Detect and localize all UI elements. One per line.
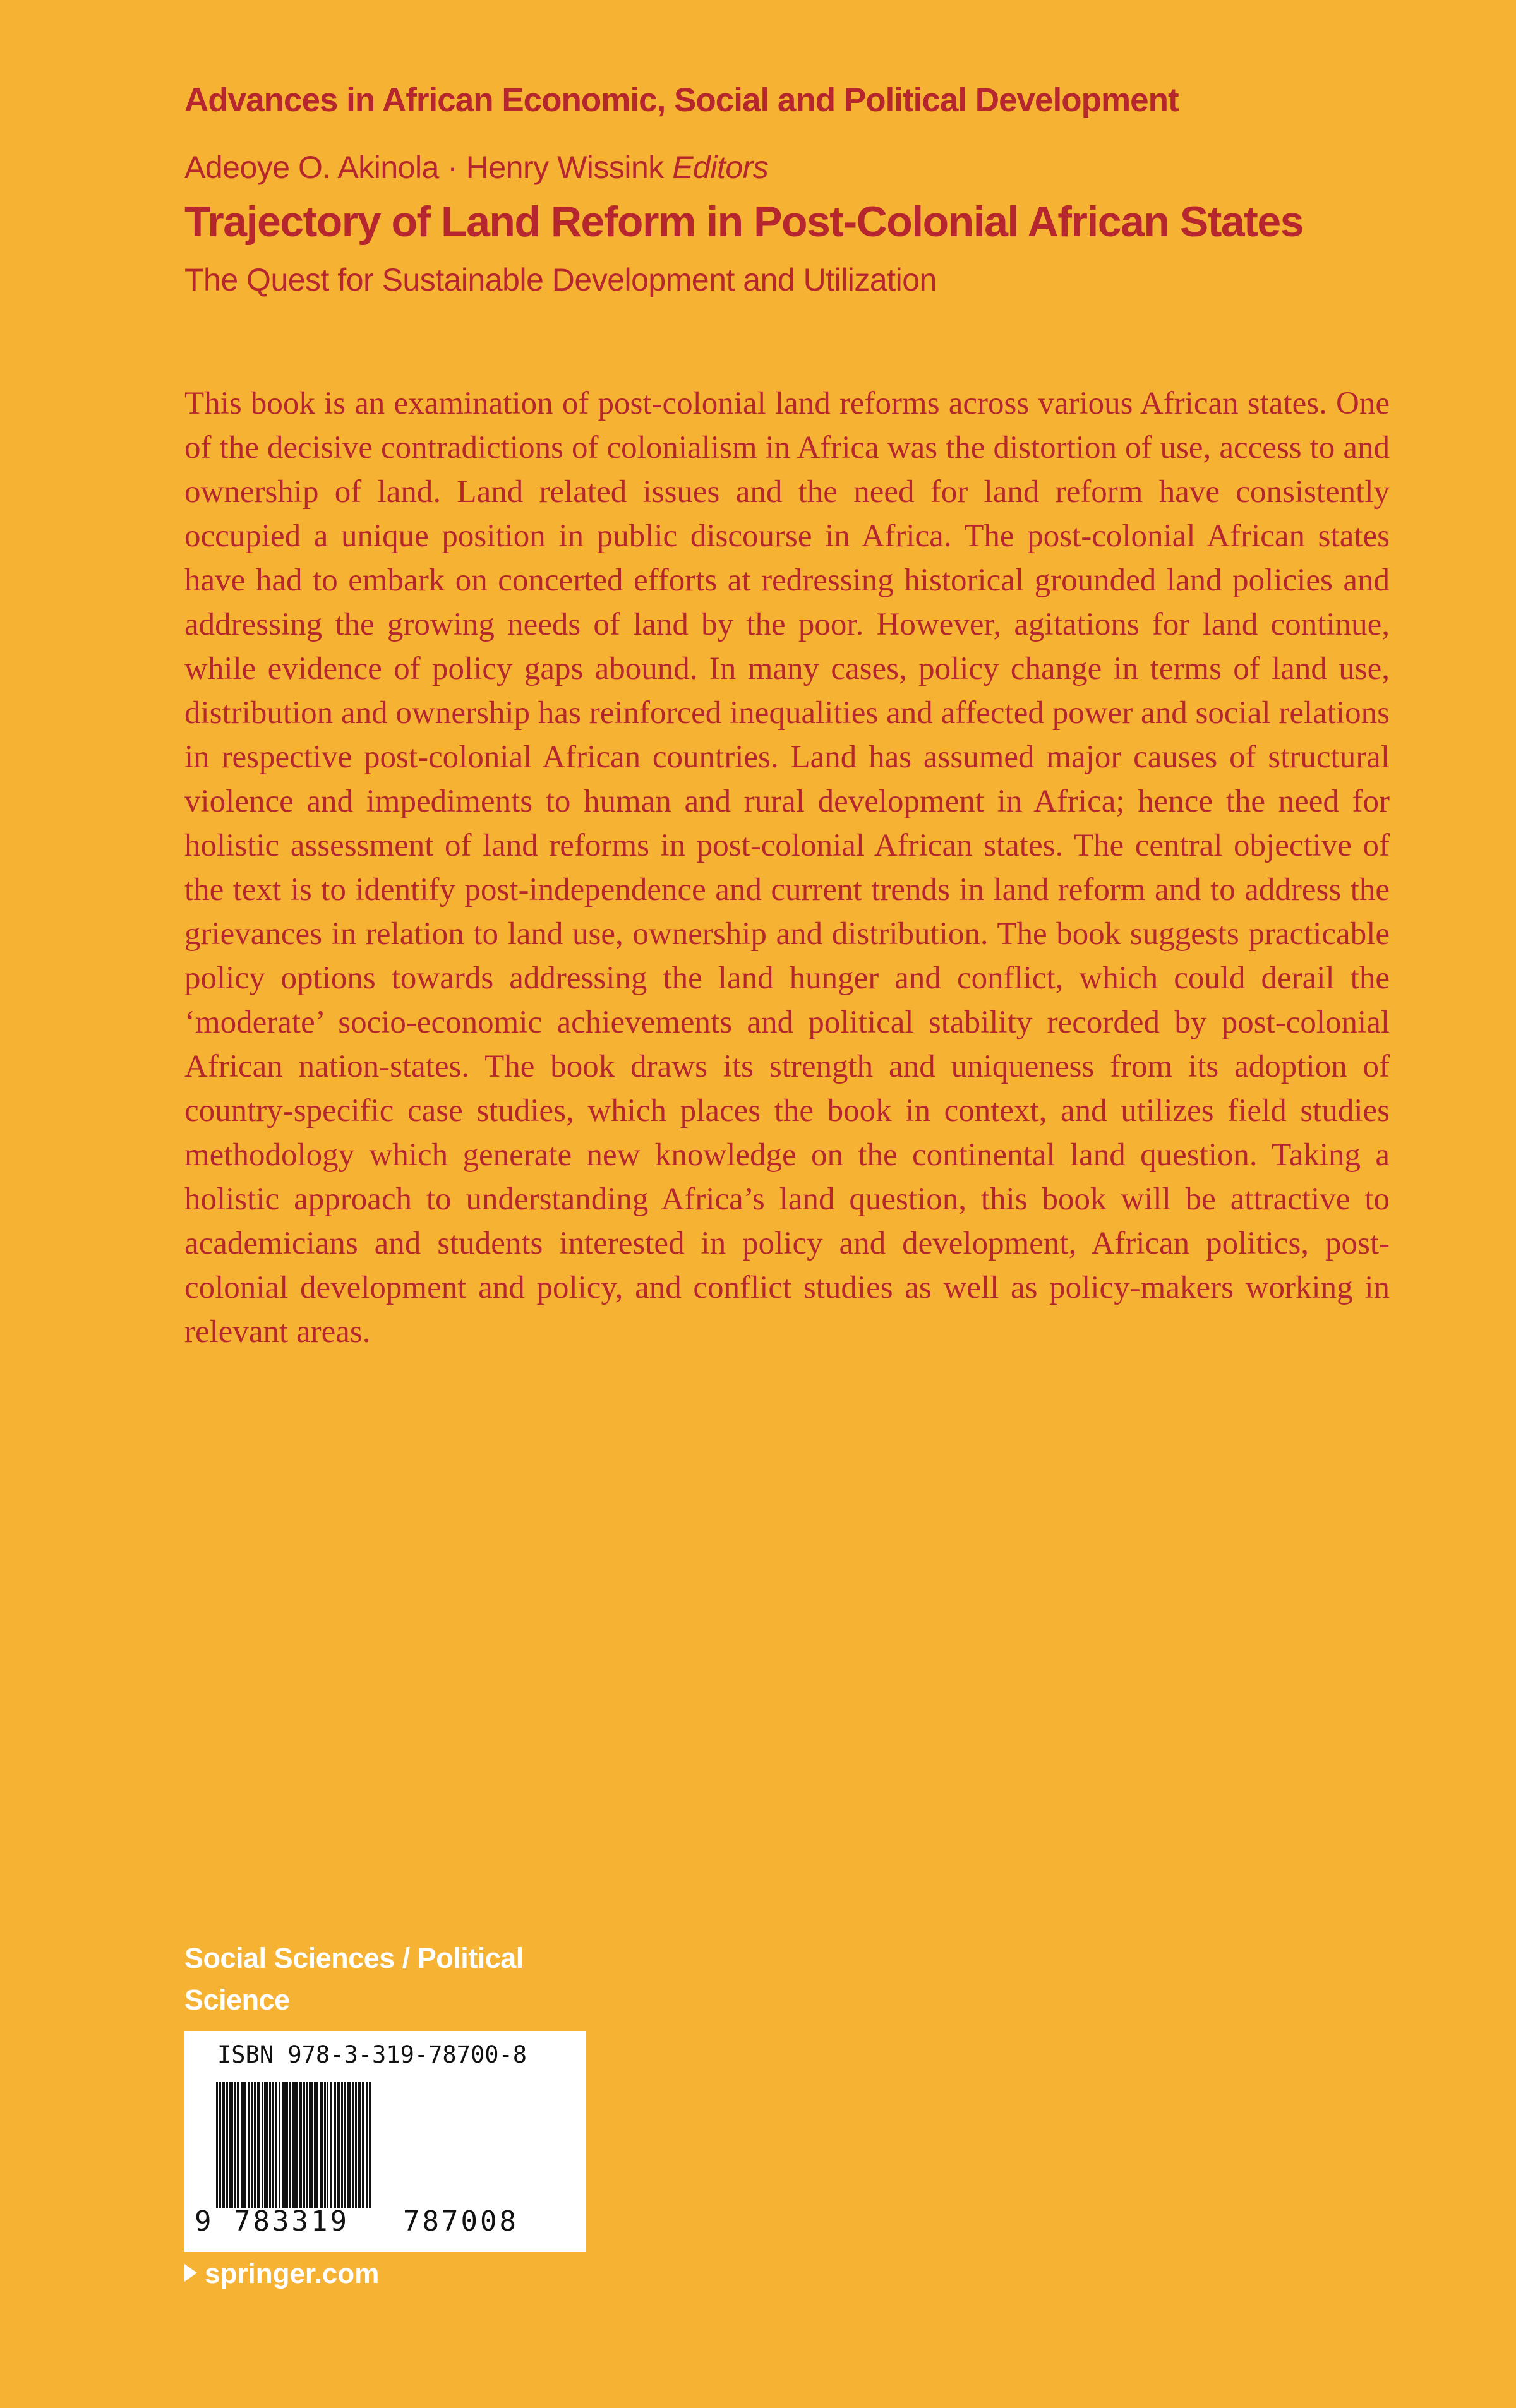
barcode-digits-right: 787008 (403, 2205, 519, 2237)
editors-role: Editors (672, 150, 769, 185)
series-title: Advances in African Economic, Social and Political Development (184, 81, 1179, 119)
barcode-bar (264, 2082, 268, 2208)
barcode-bar (257, 2082, 260, 2208)
barcode-bar (299, 2082, 302, 2208)
subject-category: Social Sciences / Political Science (184, 1942, 524, 2016)
barcode-bar (314, 2082, 316, 2208)
barcode-bar (324, 2082, 326, 2208)
isbn-barcode (184, 2031, 586, 2252)
barcode-bar (241, 2082, 244, 2208)
barcode-bar (282, 2082, 286, 2208)
barcode-bar (316, 2082, 318, 2208)
barcode-bar (229, 2082, 233, 2208)
barcode-bar (289, 2082, 291, 2208)
book-subtitle: The Quest for Sustainable Development and Utilization (184, 262, 937, 297)
isbn-label: ISBN 978-3-319-78700-8 (217, 2041, 527, 2068)
barcode-bar (216, 2082, 218, 2208)
barcode-bar (309, 2082, 313, 2208)
barcode-bar (330, 2082, 332, 2208)
barcode-bar (352, 2082, 354, 2208)
barcode-bar (292, 2082, 296, 2208)
barcode-bar (222, 2082, 225, 2208)
barcode-bar (303, 2082, 305, 2208)
barcode-bar (226, 2082, 228, 2208)
barcode-bar (320, 2082, 323, 2208)
barcode-bar (234, 2082, 236, 2208)
website-label: springer.com (205, 2258, 380, 2289)
barcode-bar (262, 2082, 263, 2208)
barcode-bar (327, 2082, 328, 2208)
barcode-bar (237, 2082, 239, 2208)
barcode-bar (362, 2082, 364, 2208)
barcode-bars (216, 2082, 555, 2208)
barcode-bar (219, 2082, 221, 2208)
barcode-bar (286, 2082, 288, 2208)
triangle-arrow-icon (184, 2264, 197, 2282)
publisher-website[interactable] (184, 2258, 379, 2290)
barcode-bar (358, 2082, 361, 2208)
barcode-bar (369, 2082, 371, 2208)
barcode-bar (244, 2082, 246, 2208)
editors-line (184, 149, 768, 186)
barcode-bar (344, 2082, 346, 2208)
barcode-bar (248, 2082, 250, 2208)
barcode-bar (306, 2082, 308, 2208)
barcode-bar (337, 2082, 340, 2208)
barcode-bar (254, 2082, 256, 2208)
barcode-digits-left: 783319 (234, 2205, 349, 2237)
barcode-bar (269, 2082, 271, 2208)
barcode-bar (296, 2082, 298, 2208)
barcode-bar (334, 2082, 336, 2208)
barcode-digits (195, 2205, 576, 2241)
barcode-bar (347, 2082, 351, 2208)
barcode-bar (251, 2082, 253, 2208)
barcode-bar (366, 2082, 368, 2208)
barcode-digit-first: 9 (195, 2205, 212, 2237)
editor-names: Adeoye O. Akinola · Henry Wissink (184, 150, 664, 185)
book-title: Trajectory of Land Reform in Post-Colonial African States (184, 198, 1303, 246)
barcode-bar (355, 2082, 357, 2208)
barcode-bar (272, 2082, 274, 2208)
barcode-bar (275, 2082, 277, 2208)
barcode-bar (279, 2082, 280, 2208)
barcode-bar (341, 2082, 343, 2208)
book-description: This book is an examination of post-colonial land reforms across various African states. One of the decisive contradictions of colonialism in Africa was the distortion of use, access to and ownership of land. Land related issues and the need for land reform have consistently occupied a unique position in public discourse in Africa. The post-colonial African states have had to embark on concerted efforts at redressing historical grounded land policies and addressing the growing needs of land by the poor. However, agitations for land continue, while evidence of policy gaps abound. In many cases, policy change in terms of land use, distribution and ownership has reinforced inequalities and affected power and social relations in respective post-colonial African countries. Land has assumed major causes of structural violence and impediments to human and rural development in Africa; hence the need for holistic assessment of land reforms in post-colonial African states. The central objective of the text is to identify post-independence and current trends in land reform and to address the grievances in relation to land use, ownership and distribution. The book suggests practicable policy options towards addressing the land hunger and conflict, which could derail the ‘moderate’ socio-economic achievements and political stability recorded by post-colonial African nation-states. The book draws its strength and uniqueness from its adoption of country-specific case studies, which places the book in context, and utilizes field studies methodology which generate new knowledge on the continental land question. Taking a holistic approach to understanding Africa’s land question, this book will be attractive to academicians and students interested in policy and development, African politics, post-colonial development and policy, and conflict studies as well as policy-makers working in relevant areas. (184, 386, 1390, 1350)
